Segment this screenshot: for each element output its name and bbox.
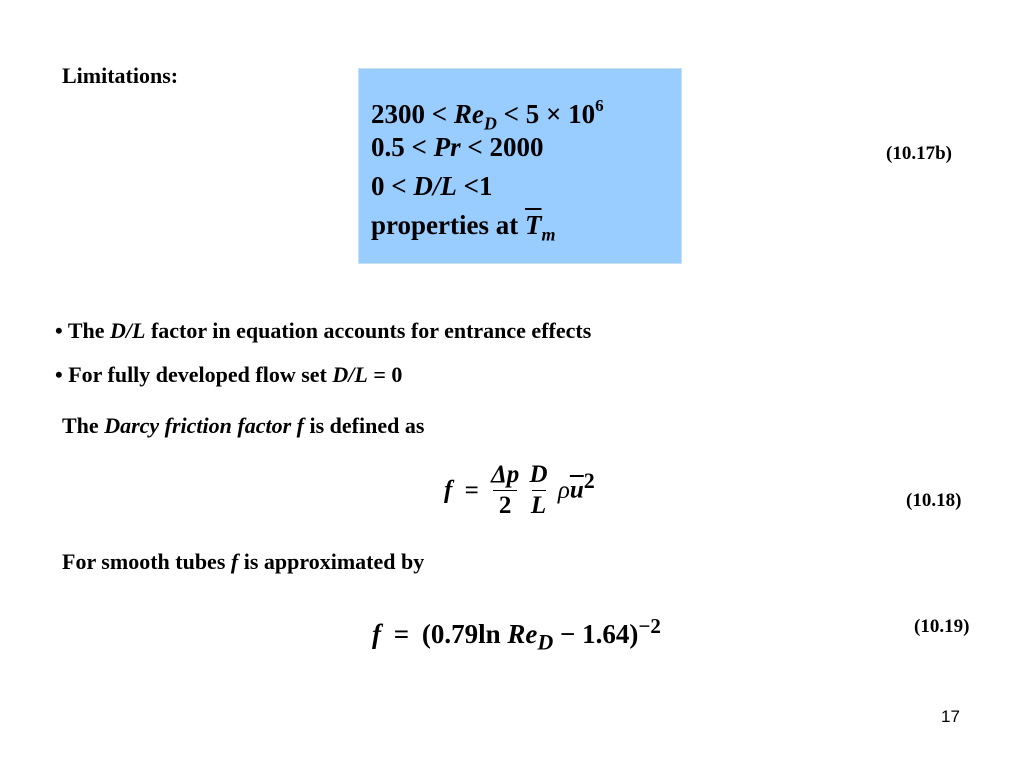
page-number: 17 — [941, 707, 960, 726]
bullet-fully-developed: • For fully developed flow set D/L = 0 — [55, 362, 403, 387]
darcy-definition-text: The Darcy friction factor f is defined as — [62, 413, 425, 438]
limit-prandtl: 0.5 < Pr < 2000 — [371, 132, 544, 162]
equation-1018: f = $\frac{\Delta p}{2}$ $\frac{D}{L}$ $\rho\overline{u}^2$ — [444, 461, 595, 519]
bullet-entrance-effects: • The D/L factor in equation accounts for entrance effects — [55, 318, 592, 343]
equation-number-1017b: (10.17b) — [886, 143, 952, 164]
equation-1019: f = (0.79ln $Re_D - 1.64)^{-2}$ — [372, 614, 661, 655]
bullet-icon: • — [55, 318, 63, 343]
bullet-icon: • — [55, 362, 63, 387]
limit-properties: properties at $\overline{T}_m$ — [371, 210, 556, 245]
limitations-box — [358, 68, 682, 264]
limitations-heading: Limitations: — [62, 63, 179, 88]
equation-number-1019: (10.19) — [914, 616, 970, 637]
equation-number-1018: (10.18) — [906, 490, 962, 511]
smooth-tubes-text: For smooth tubes f is approximated by — [62, 549, 425, 574]
limit-reynolds: $2300 < Re_D < 5 \times 10^6$ — [371, 96, 604, 134]
limit-d-over-l: 0 < D/L <1 — [371, 171, 493, 201]
